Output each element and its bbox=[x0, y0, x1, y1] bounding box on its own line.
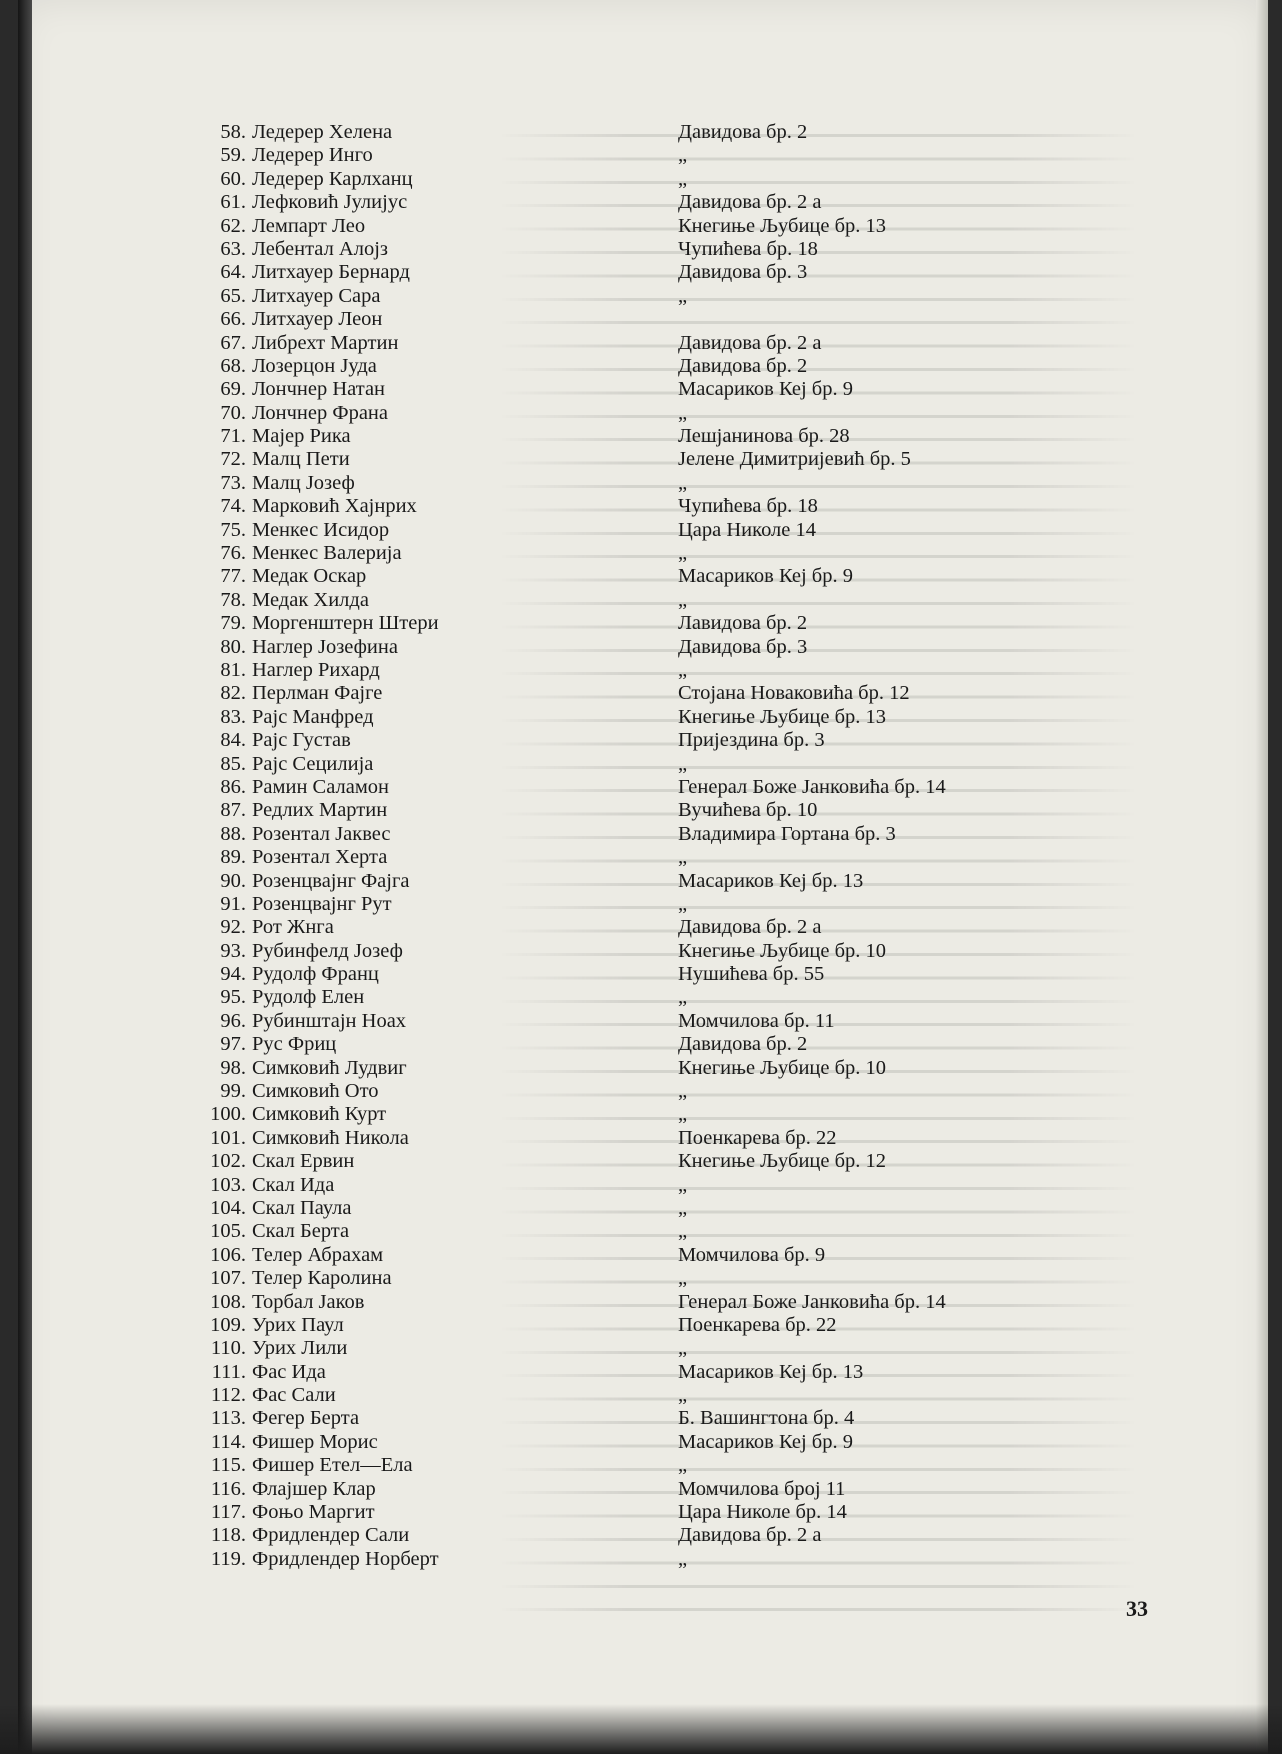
entry-number: 59. bbox=[220, 144, 246, 167]
entry-address: „ bbox=[678, 658, 688, 681]
entry-number: 112. bbox=[210, 1384, 246, 1407]
entry-name: Литхауер Леон bbox=[252, 308, 383, 331]
entry-number: 80. bbox=[220, 635, 246, 658]
entry-address: Поенкарева бр. 22 bbox=[678, 1126, 837, 1149]
list-item bbox=[158, 448, 1008, 471]
page-number: 33 bbox=[1126, 1596, 1148, 1621]
list-item bbox=[158, 1524, 1008, 1547]
list-item bbox=[158, 916, 1008, 939]
entry-name: Рот Жнга bbox=[252, 916, 334, 939]
entry-address: Давидова бр. 2 bbox=[678, 1033, 808, 1056]
entry-number: 69. bbox=[220, 378, 246, 401]
entry-number: 116. bbox=[210, 1477, 246, 1500]
list-item bbox=[158, 753, 1008, 776]
entry-name: Лончнер Франа bbox=[252, 401, 388, 424]
entry-number: 71. bbox=[220, 425, 246, 448]
entry-number: 86. bbox=[220, 775, 246, 798]
entry-address: „ bbox=[678, 846, 688, 869]
entry-address: Кнегиње Љубице бр. 13 bbox=[678, 214, 887, 237]
entry-number: 118. bbox=[210, 1524, 246, 1547]
entry-address: Масариков Кеј бр. 9 bbox=[678, 565, 853, 588]
entry-number: 77. bbox=[220, 565, 246, 588]
list-item bbox=[158, 285, 1008, 308]
list-item bbox=[158, 472, 1008, 495]
entry-address: „ bbox=[678, 986, 688, 1009]
list-item bbox=[158, 893, 1008, 916]
entry-name: Телер Каролина bbox=[252, 1267, 392, 1290]
entry-name: Лозерцон Јуда bbox=[252, 354, 377, 377]
entry-address: „ bbox=[678, 1267, 688, 1290]
entry-address: Цара Николе бр. 14 bbox=[678, 1501, 847, 1524]
list-item bbox=[158, 402, 1008, 425]
entry-address: Давидова бр. 2 bbox=[678, 354, 808, 377]
list-item bbox=[158, 1057, 1008, 1080]
list-item bbox=[158, 1174, 1008, 1197]
list-item bbox=[158, 565, 1008, 588]
entry-name: Марковић Хајнрих bbox=[252, 495, 417, 518]
entry-number: 101. bbox=[210, 1126, 246, 1149]
entry-number: 73. bbox=[220, 471, 246, 494]
entry-name: Менкес Валерија bbox=[252, 542, 402, 565]
entry-address: Масариков Кеј бр. 9 bbox=[678, 378, 853, 401]
entry-number: 115. bbox=[210, 1454, 246, 1477]
list-item bbox=[158, 519, 1008, 542]
entry-number: 104. bbox=[210, 1196, 246, 1219]
entry-name: Фас Сали bbox=[252, 1384, 336, 1407]
entry-address: „ bbox=[678, 167, 688, 190]
entry-address: Лешјанинова бр. 28 bbox=[678, 425, 850, 448]
list-item bbox=[158, 425, 1008, 448]
entry-number: 60. bbox=[220, 167, 246, 190]
entry-address: Чупићева бр. 18 bbox=[678, 495, 818, 518]
list-item bbox=[158, 682, 1008, 705]
entry-number: 91. bbox=[220, 892, 246, 915]
scan-bottom-shadow bbox=[0, 1704, 1282, 1754]
entry-number: 89. bbox=[220, 846, 246, 869]
entry-name: Торбал Јаков bbox=[252, 1290, 365, 1313]
list-item bbox=[158, 1501, 1008, 1524]
entry-address: „ bbox=[678, 401, 688, 424]
entry-number: 79. bbox=[220, 612, 246, 635]
entry-number: 74. bbox=[220, 495, 246, 518]
list-item bbox=[158, 1103, 1008, 1126]
entry-name: Фишер Етел—Ела bbox=[252, 1454, 413, 1477]
entry-address: Чупићева бр. 18 bbox=[678, 237, 818, 260]
entry-number: 95. bbox=[220, 986, 246, 1009]
list-item bbox=[158, 495, 1008, 518]
list-item bbox=[158, 1220, 1008, 1243]
entry-name: Рудолф Франц bbox=[252, 963, 379, 986]
entry-address: Кнегиње Љубице бр. 13 bbox=[678, 705, 887, 728]
entry-number: 63. bbox=[220, 237, 246, 260]
entry-name: Урих Паул bbox=[252, 1313, 344, 1336]
entry-number: 68. bbox=[220, 354, 246, 377]
entry-address: Давидова бр. 2 а bbox=[678, 191, 822, 214]
entry-address: Владимира Гортана бр. 3 bbox=[678, 822, 896, 845]
entry-name: Рајс Манфред bbox=[252, 705, 374, 728]
entry-address: „ bbox=[678, 471, 688, 494]
list-item bbox=[158, 846, 1008, 869]
entry-address: Давидова бр. 2 а bbox=[678, 916, 822, 939]
list-item bbox=[158, 612, 1008, 635]
entry-name: Рамин Саламон bbox=[252, 775, 390, 798]
entry-name: Рајс Сецилија bbox=[252, 752, 374, 775]
entry-address: Б. Вашингтона бр. 4 bbox=[678, 1407, 855, 1430]
entry-name: Скал Ервин bbox=[252, 1150, 355, 1173]
entry-address: „ bbox=[678, 588, 688, 611]
entry-name: Фегер Берта bbox=[252, 1407, 360, 1430]
list-item bbox=[158, 1244, 1008, 1267]
entry-number: 99. bbox=[220, 1080, 246, 1103]
entry-name: Фоњо Маргит bbox=[252, 1501, 375, 1524]
entry-name: Лебентал Алојз bbox=[252, 237, 389, 260]
entry-name: Перлман Фајге bbox=[252, 682, 383, 705]
entry-number: 84. bbox=[220, 729, 246, 752]
entry-name: Лефковић Јулијус bbox=[252, 191, 408, 214]
entry-name: Фас Ида bbox=[252, 1360, 326, 1383]
entry-address: Давидова бр. 3 bbox=[678, 261, 808, 284]
list-item bbox=[158, 542, 1008, 565]
entry-name: Моргенштерн Штери bbox=[252, 612, 439, 635]
entry-address: Цара Николе 14 bbox=[678, 518, 817, 541]
entry-number: 62. bbox=[220, 214, 246, 237]
entry-address: „ bbox=[678, 1173, 688, 1196]
entry-name: Розентал Јаквес bbox=[252, 822, 391, 845]
entry-number: 87. bbox=[220, 799, 246, 822]
entry-name: Медак Хилда bbox=[252, 588, 369, 611]
list-item bbox=[158, 378, 1008, 401]
list-item bbox=[158, 1548, 1008, 1571]
entry-number: 78. bbox=[220, 588, 246, 611]
entry-address: „ bbox=[678, 542, 688, 565]
list-item bbox=[158, 1080, 1008, 1103]
entry-name: Ледерер Инго bbox=[252, 144, 373, 167]
entry-number: 119. bbox=[210, 1547, 246, 1570]
entry-name: Рајс Густав bbox=[252, 729, 351, 752]
entry-number: 102. bbox=[210, 1150, 246, 1173]
list-item bbox=[158, 191, 1008, 214]
list-item bbox=[158, 168, 1008, 191]
list-item bbox=[158, 238, 1008, 261]
entry-number: 105. bbox=[210, 1220, 246, 1243]
entry-number: 96. bbox=[220, 1009, 246, 1032]
list-item bbox=[158, 963, 1008, 986]
entry-number: 100. bbox=[210, 1103, 246, 1126]
entry-number: 88. bbox=[220, 822, 246, 845]
entry-name: Литхауер Бернард bbox=[252, 261, 410, 284]
entry-name: Менкес Исидор bbox=[252, 518, 390, 541]
entry-name: Ледерер Хелена bbox=[252, 121, 393, 143]
list-item bbox=[158, 940, 1008, 963]
entry-number: 111. bbox=[211, 1360, 246, 1383]
entry-name: Малц Пети bbox=[252, 448, 350, 471]
entry-name: Розенцвајнг Фајга bbox=[252, 869, 410, 892]
list-item bbox=[158, 355, 1008, 378]
list-item bbox=[158, 636, 1008, 659]
entry-name: Урих Лили bbox=[252, 1337, 348, 1360]
entry-name: Флајшер Клар bbox=[252, 1477, 376, 1500]
entry-name: Рудолф Елен bbox=[252, 986, 365, 1009]
entry-number: 94. bbox=[220, 963, 246, 986]
entry-number: 97. bbox=[220, 1033, 246, 1056]
entry-number: 64. bbox=[220, 261, 246, 284]
entry-number: 66. bbox=[220, 308, 246, 331]
list-item bbox=[158, 729, 1008, 752]
entry-number: 117. bbox=[210, 1501, 246, 1524]
entry-number: 113. bbox=[210, 1407, 246, 1430]
entry-number: 83. bbox=[220, 705, 246, 728]
list-item bbox=[158, 986, 1008, 1009]
entry-address: Стојана Новаковића бр. 12 bbox=[678, 682, 910, 705]
entry-number: 65. bbox=[220, 284, 246, 307]
list-item bbox=[158, 1407, 1008, 1430]
entry-address: Момчилова бр. 11 bbox=[678, 1009, 835, 1032]
page-edge bbox=[1256, 0, 1268, 1754]
list-item bbox=[158, 1127, 1008, 1150]
entry-name: Розенцвајнг Рут bbox=[252, 892, 392, 915]
entry-name: Наглер Рихард bbox=[252, 658, 380, 681]
list-item bbox=[158, 144, 1008, 167]
list-item bbox=[158, 261, 1008, 284]
list-item bbox=[158, 332, 1008, 355]
entry-name: Фишер Морис bbox=[252, 1430, 378, 1453]
entry-number: 114. bbox=[210, 1430, 246, 1453]
list-item bbox=[158, 706, 1008, 729]
entry-name: Симковић Лудвиг bbox=[252, 1056, 407, 1079]
entry-number: 81. bbox=[220, 658, 246, 681]
list-item bbox=[158, 1267, 1008, 1290]
entry-address: Поенкарева бр. 22 bbox=[678, 1313, 837, 1336]
entry-number: 110. bbox=[210, 1337, 246, 1360]
list-item bbox=[158, 121, 1008, 144]
entry-number: 107. bbox=[210, 1267, 246, 1290]
entry-name: Мајер Рика bbox=[252, 425, 351, 448]
list-item bbox=[158, 1010, 1008, 1033]
entry-address: „ bbox=[678, 1080, 688, 1103]
entry-number: 108. bbox=[210, 1290, 246, 1313]
list-item bbox=[158, 1361, 1008, 1384]
entry-address: Давидова бр. 2 а bbox=[678, 1524, 822, 1547]
entry-number: 72. bbox=[220, 448, 246, 471]
entry-number: 75. bbox=[220, 518, 246, 541]
entry-number: 70. bbox=[220, 401, 246, 424]
entry-number: 85. bbox=[220, 752, 246, 775]
entry-name: Телер Абрахам bbox=[252, 1243, 384, 1266]
entry-name: Редлих Мартин bbox=[252, 799, 388, 822]
entry-address: Вучићева бр. 10 bbox=[678, 799, 818, 822]
entry-name: Розентал Херта bbox=[252, 846, 388, 869]
entry-address: „ bbox=[678, 1220, 688, 1243]
list-item bbox=[158, 776, 1008, 799]
entry-address: Генерал Боже Јанковића бр. 14 bbox=[678, 1290, 946, 1313]
list-item bbox=[158, 799, 1008, 822]
entry-address: „ bbox=[678, 1547, 688, 1570]
list-item bbox=[158, 215, 1008, 238]
entry-address: „ bbox=[678, 1384, 688, 1407]
list-item bbox=[158, 870, 1008, 893]
entry-address: Масариков Кеј бр. 9 bbox=[678, 1430, 853, 1453]
document-page bbox=[18, 0, 1268, 1754]
entry-number: 61. bbox=[220, 191, 246, 214]
entry-number: 90. bbox=[220, 869, 246, 892]
entry-address: „ bbox=[678, 1103, 688, 1126]
list-item bbox=[158, 1431, 1008, 1454]
entry-address: Масариков Кеј бр. 13 bbox=[678, 1360, 864, 1383]
entry-address: „ bbox=[678, 1454, 688, 1477]
entry-name: Фридлендер Сали bbox=[252, 1524, 410, 1547]
entry-address: „ bbox=[678, 1196, 688, 1219]
entry-name: Ледерер Карлханц bbox=[252, 167, 413, 190]
entry-number: 82. bbox=[220, 682, 246, 705]
entry-name: Рубинштајн Ноах bbox=[252, 1009, 407, 1032]
entry-address: Давидова бр. 3 bbox=[678, 635, 808, 658]
entry-address: Кнегиње Љубице бр. 12 bbox=[678, 1150, 887, 1173]
entry-name: Симковић Никола bbox=[252, 1126, 409, 1149]
list-item bbox=[158, 589, 1008, 612]
entry-address: Јелене Димитријевић бр. 5 bbox=[678, 448, 911, 471]
entry-address: Масариков Кеј бр. 13 bbox=[678, 869, 864, 892]
entry-address: Пријездина бр. 3 bbox=[678, 729, 825, 752]
list-item bbox=[158, 823, 1008, 846]
list-item bbox=[158, 1314, 1008, 1337]
list-item bbox=[158, 659, 1008, 682]
entry-address: Нушићева бр. 55 bbox=[678, 963, 825, 986]
list-item bbox=[158, 1337, 1008, 1360]
entry-address: Лавидова бр. 2 bbox=[678, 612, 808, 635]
book-binding bbox=[18, 0, 32, 1754]
entry-number: 58. bbox=[220, 121, 246, 143]
entry-number: 93. bbox=[220, 939, 246, 962]
list-item bbox=[158, 1454, 1008, 1477]
entry-number: 98. bbox=[220, 1056, 246, 1079]
entry-name: Скал Паула bbox=[252, 1196, 352, 1219]
list-item bbox=[158, 1478, 1008, 1501]
name-address-list bbox=[158, 121, 1008, 1571]
entry-address: Момчилова бр. 9 bbox=[678, 1243, 826, 1266]
entry-number: 106. bbox=[210, 1243, 246, 1266]
list-item bbox=[158, 1150, 1008, 1173]
entry-name: Скал Ида bbox=[252, 1173, 335, 1196]
entry-number: 67. bbox=[220, 331, 246, 354]
entry-name: Симковић Ото bbox=[252, 1080, 379, 1103]
entry-address: Момчилова број 11 bbox=[678, 1477, 846, 1500]
entry-name: Либрехт Мартин bbox=[252, 331, 399, 354]
entry-name: Наглер Јозефина bbox=[252, 635, 398, 658]
entry-name: Скал Берта bbox=[252, 1220, 350, 1243]
entry-name: Рубинфелд Јозеф bbox=[252, 939, 403, 962]
list-item bbox=[158, 1197, 1008, 1220]
entry-address: „ bbox=[678, 144, 688, 167]
entry-address: Давидова бр. 2 а bbox=[678, 331, 822, 354]
entry-number: 103. bbox=[210, 1173, 246, 1196]
list-item bbox=[158, 308, 1008, 331]
entry-name: Лончнер Натан bbox=[252, 378, 386, 401]
list-item bbox=[158, 1033, 1008, 1056]
entry-address: Генерал Боже Јанковића бр. 14 bbox=[678, 775, 946, 798]
entry-address: Кнегиње Љубице бр. 10 bbox=[678, 1056, 887, 1079]
entry-number: 76. bbox=[220, 542, 246, 565]
list-item bbox=[158, 1291, 1008, 1314]
entry-number: 109. bbox=[210, 1313, 246, 1336]
entry-name: Медак Оскар bbox=[252, 565, 367, 588]
entry-number: 92. bbox=[220, 916, 246, 939]
entry-address: „ bbox=[678, 1337, 688, 1360]
entry-name: Фридлендер Норберт bbox=[252, 1547, 439, 1570]
entry-name: Рус Фриц bbox=[252, 1033, 337, 1056]
entry-address: Кнегиње Љубице бр. 10 bbox=[678, 939, 887, 962]
entry-address: Давидова бр. 2 bbox=[678, 121, 808, 143]
entry-address: „ bbox=[678, 284, 688, 307]
entry-name: Лемпарт Лео bbox=[252, 214, 366, 237]
list-item bbox=[158, 1384, 1008, 1407]
entry-name: Малц Јозеф bbox=[252, 471, 355, 494]
entry-name: Симковић Курт bbox=[252, 1103, 387, 1126]
entry-address: „ bbox=[678, 752, 688, 775]
entry-name: Литхауер Сара bbox=[252, 284, 381, 307]
entry-address: „ bbox=[678, 892, 688, 915]
